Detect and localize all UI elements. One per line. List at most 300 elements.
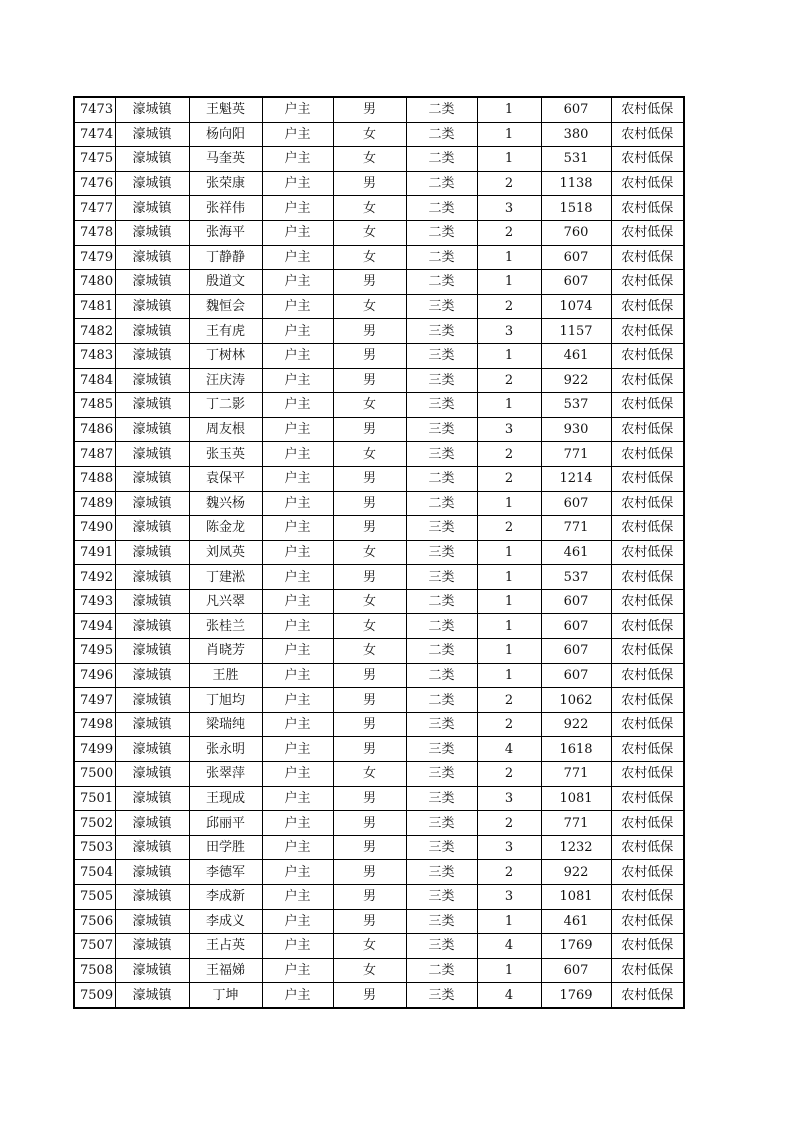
cell-name: 张翠萍 xyxy=(189,762,262,787)
cell-program: 农村低保 xyxy=(611,688,684,713)
cell-program: 农村低保 xyxy=(611,393,684,418)
cell-relation: 户主 xyxy=(262,245,333,270)
cell-household-size: 2 xyxy=(477,688,541,713)
cell-gender: 女 xyxy=(333,762,406,787)
cell-relation: 户主 xyxy=(262,220,333,245)
cell-relation: 户主 xyxy=(262,786,333,811)
cell-gender: 男 xyxy=(333,565,406,590)
cell-relation: 户主 xyxy=(262,97,333,122)
cell-amount: 922 xyxy=(541,712,611,737)
cell-program: 农村低保 xyxy=(611,860,684,885)
cell-gender: 男 xyxy=(333,270,406,295)
cell-gender: 女 xyxy=(333,442,406,467)
cell-gender: 男 xyxy=(333,417,406,442)
cell-gender: 男 xyxy=(333,97,406,122)
cell-category: 二类 xyxy=(406,639,477,664)
table-row xyxy=(74,368,684,393)
cell-row-number: 7480 xyxy=(74,270,115,295)
cell-gender: 男 xyxy=(333,712,406,737)
cell-relation: 户主 xyxy=(262,393,333,418)
cell-name: 丁静静 xyxy=(189,245,262,270)
cell-program: 农村低保 xyxy=(611,909,684,934)
cell-name: 张海平 xyxy=(189,220,262,245)
cell-row-number: 7504 xyxy=(74,860,115,885)
cell-relation: 户主 xyxy=(262,688,333,713)
cell-amount: 1062 xyxy=(541,688,611,713)
cell-township: 濠城镇 xyxy=(115,343,189,368)
cell-relation: 户主 xyxy=(262,885,333,910)
cell-name: 王福娣 xyxy=(189,958,262,983)
cell-name: 邱丽平 xyxy=(189,811,262,836)
cell-category: 二类 xyxy=(406,663,477,688)
cell-township: 濠城镇 xyxy=(115,196,189,221)
cell-row-number: 7475 xyxy=(74,147,115,172)
cell-relation: 户主 xyxy=(262,294,333,319)
cell-row-number: 7479 xyxy=(74,245,115,270)
cell-amount: 607 xyxy=(541,614,611,639)
cell-name: 丁坤 xyxy=(189,983,262,1008)
cell-gender: 男 xyxy=(333,786,406,811)
table-row xyxy=(74,245,684,270)
cell-amount: 380 xyxy=(541,122,611,147)
cell-township: 濠城镇 xyxy=(115,245,189,270)
cell-category: 二类 xyxy=(406,589,477,614)
table-row xyxy=(74,393,684,418)
cell-name: 梁瑞纯 xyxy=(189,712,262,737)
cell-relation: 户主 xyxy=(262,639,333,664)
cell-household-size: 1 xyxy=(477,393,541,418)
cell-amount: 922 xyxy=(541,860,611,885)
cell-name: 杨向阳 xyxy=(189,122,262,147)
cell-program: 农村低保 xyxy=(611,319,684,344)
cell-relation: 户主 xyxy=(262,319,333,344)
cell-township: 濠城镇 xyxy=(115,885,189,910)
cell-gender: 女 xyxy=(333,639,406,664)
cell-name: 马奎英 xyxy=(189,147,262,172)
cell-relation: 户主 xyxy=(262,196,333,221)
cell-gender: 女 xyxy=(333,958,406,983)
cell-program: 农村低保 xyxy=(611,958,684,983)
cell-relation: 户主 xyxy=(262,835,333,860)
cell-row-number: 7508 xyxy=(74,958,115,983)
cell-township: 濠城镇 xyxy=(115,393,189,418)
cell-household-size: 4 xyxy=(477,737,541,762)
table-row xyxy=(74,516,684,541)
cell-row-number: 7489 xyxy=(74,491,115,516)
cell-gender: 男 xyxy=(333,171,406,196)
cell-amount: 1074 xyxy=(541,294,611,319)
cell-name: 王魁英 xyxy=(189,97,262,122)
table-row xyxy=(74,688,684,713)
cell-name: 刘凤英 xyxy=(189,540,262,565)
table-row xyxy=(74,466,684,491)
cell-amount: 930 xyxy=(541,417,611,442)
cell-household-size: 3 xyxy=(477,319,541,344)
cell-township: 濠城镇 xyxy=(115,663,189,688)
cell-relation: 户主 xyxy=(262,958,333,983)
cell-amount: 607 xyxy=(541,589,611,614)
table-row xyxy=(74,639,684,664)
cell-category: 三类 xyxy=(406,343,477,368)
cell-township: 濠城镇 xyxy=(115,712,189,737)
cell-name: 李成义 xyxy=(189,909,262,934)
cell-category: 三类 xyxy=(406,516,477,541)
cell-category: 三类 xyxy=(406,294,477,319)
cell-household-size: 4 xyxy=(477,934,541,959)
cell-township: 濠城镇 xyxy=(115,319,189,344)
cell-relation: 户主 xyxy=(262,147,333,172)
table-row xyxy=(74,811,684,836)
cell-amount: 607 xyxy=(541,491,611,516)
cell-program: 农村低保 xyxy=(611,639,684,664)
cell-relation: 户主 xyxy=(262,270,333,295)
cell-row-number: 7477 xyxy=(74,196,115,221)
cell-name: 汪庆涛 xyxy=(189,368,262,393)
cell-household-size: 2 xyxy=(477,466,541,491)
cell-household-size: 2 xyxy=(477,860,541,885)
cell-township: 濠城镇 xyxy=(115,466,189,491)
table-row xyxy=(74,270,684,295)
cell-name: 周友根 xyxy=(189,417,262,442)
cell-relation: 户主 xyxy=(262,466,333,491)
table-row xyxy=(74,934,684,959)
cell-name: 张祥伟 xyxy=(189,196,262,221)
cell-gender: 男 xyxy=(333,466,406,491)
cell-amount: 607 xyxy=(541,270,611,295)
cell-household-size: 3 xyxy=(477,196,541,221)
cell-amount: 1618 xyxy=(541,737,611,762)
cell-category: 三类 xyxy=(406,712,477,737)
cell-amount: 607 xyxy=(541,663,611,688)
cell-household-size: 2 xyxy=(477,811,541,836)
table-row xyxy=(74,220,684,245)
cell-household-size: 1 xyxy=(477,147,541,172)
cell-program: 农村低保 xyxy=(611,491,684,516)
cell-township: 濠城镇 xyxy=(115,270,189,295)
cell-program: 农村低保 xyxy=(611,196,684,221)
cell-category: 二类 xyxy=(406,270,477,295)
cell-relation: 户主 xyxy=(262,811,333,836)
cell-gender: 女 xyxy=(333,540,406,565)
cell-row-number: 7506 xyxy=(74,909,115,934)
cell-township: 濠城镇 xyxy=(115,737,189,762)
cell-amount: 607 xyxy=(541,639,611,664)
cell-row-number: 7497 xyxy=(74,688,115,713)
table-row xyxy=(74,860,684,885)
cell-program: 农村低保 xyxy=(611,171,684,196)
cell-row-number: 7485 xyxy=(74,393,115,418)
cell-amount: 922 xyxy=(541,368,611,393)
cell-program: 农村低保 xyxy=(611,786,684,811)
table-row xyxy=(74,983,684,1008)
cell-household-size: 1 xyxy=(477,565,541,590)
cell-category: 三类 xyxy=(406,393,477,418)
cell-relation: 户主 xyxy=(262,491,333,516)
cell-category: 二类 xyxy=(406,491,477,516)
cell-gender: 女 xyxy=(333,122,406,147)
cell-amount: 760 xyxy=(541,220,611,245)
cell-row-number: 7486 xyxy=(74,417,115,442)
cell-gender: 男 xyxy=(333,319,406,344)
cell-program: 农村低保 xyxy=(611,811,684,836)
cell-household-size: 1 xyxy=(477,589,541,614)
cell-category: 二类 xyxy=(406,614,477,639)
cell-gender: 男 xyxy=(333,368,406,393)
cell-township: 濠城镇 xyxy=(115,491,189,516)
cell-household-size: 2 xyxy=(477,171,541,196)
cell-row-number: 7503 xyxy=(74,835,115,860)
cell-relation: 户主 xyxy=(262,737,333,762)
cell-household-size: 2 xyxy=(477,368,541,393)
cell-household-size: 3 xyxy=(477,417,541,442)
cell-row-number: 7499 xyxy=(74,737,115,762)
cell-amount: 771 xyxy=(541,762,611,787)
cell-household-size: 4 xyxy=(477,983,541,1008)
cell-relation: 户主 xyxy=(262,171,333,196)
cell-household-size: 2 xyxy=(477,762,541,787)
cell-program: 农村低保 xyxy=(611,762,684,787)
cell-name: 李德军 xyxy=(189,860,262,885)
cell-household-size: 2 xyxy=(477,220,541,245)
cell-relation: 户主 xyxy=(262,663,333,688)
cell-row-number: 7498 xyxy=(74,712,115,737)
cell-relation: 户主 xyxy=(262,762,333,787)
table-row xyxy=(74,319,684,344)
cell-township: 濠城镇 xyxy=(115,835,189,860)
cell-row-number: 7505 xyxy=(74,885,115,910)
cell-household-size: 3 xyxy=(477,835,541,860)
cell-name: 魏兴杨 xyxy=(189,491,262,516)
cell-program: 农村低保 xyxy=(611,540,684,565)
cell-household-size: 1 xyxy=(477,540,541,565)
cell-relation: 户主 xyxy=(262,614,333,639)
cell-category: 二类 xyxy=(406,171,477,196)
cell-household-size: 1 xyxy=(477,97,541,122)
cell-row-number: 7502 xyxy=(74,811,115,836)
table-row xyxy=(74,147,684,172)
roster-body xyxy=(74,97,684,1008)
cell-amount: 607 xyxy=(541,958,611,983)
table-row xyxy=(74,786,684,811)
cell-amount: 1081 xyxy=(541,786,611,811)
cell-household-size: 1 xyxy=(477,614,541,639)
cell-name: 李成新 xyxy=(189,885,262,910)
cell-category: 二类 xyxy=(406,97,477,122)
cell-program: 农村低保 xyxy=(611,565,684,590)
cell-gender: 男 xyxy=(333,909,406,934)
table-row xyxy=(74,294,684,319)
cell-household-size: 2 xyxy=(477,516,541,541)
cell-gender: 女 xyxy=(333,147,406,172)
cell-amount: 531 xyxy=(541,147,611,172)
cell-household-size: 1 xyxy=(477,245,541,270)
cell-amount: 537 xyxy=(541,393,611,418)
cell-township: 濠城镇 xyxy=(115,171,189,196)
cell-relation: 户主 xyxy=(262,983,333,1008)
table-row xyxy=(74,171,684,196)
cell-category: 三类 xyxy=(406,417,477,442)
cell-row-number: 7491 xyxy=(74,540,115,565)
cell-name: 王胜 xyxy=(189,663,262,688)
cell-row-number: 7509 xyxy=(74,983,115,1008)
cell-program: 农村低保 xyxy=(611,294,684,319)
cell-gender: 女 xyxy=(333,589,406,614)
cell-amount: 461 xyxy=(541,909,611,934)
cell-name: 丁建淞 xyxy=(189,565,262,590)
cell-relation: 户主 xyxy=(262,589,333,614)
cell-township: 濠城镇 xyxy=(115,786,189,811)
cell-household-size: 1 xyxy=(477,958,541,983)
cell-program: 农村低保 xyxy=(611,614,684,639)
cell-name: 张玉英 xyxy=(189,442,262,467)
cell-township: 濠城镇 xyxy=(115,958,189,983)
cell-household-size: 3 xyxy=(477,786,541,811)
cell-household-size: 3 xyxy=(477,885,541,910)
cell-program: 农村低保 xyxy=(611,220,684,245)
cell-relation: 户主 xyxy=(262,122,333,147)
table-row xyxy=(74,712,684,737)
cell-row-number: 7474 xyxy=(74,122,115,147)
table-row xyxy=(74,417,684,442)
table-row xyxy=(74,835,684,860)
cell-row-number: 7476 xyxy=(74,171,115,196)
table-row xyxy=(74,958,684,983)
cell-gender: 女 xyxy=(333,196,406,221)
cell-township: 濠城镇 xyxy=(115,639,189,664)
cell-gender: 男 xyxy=(333,885,406,910)
cell-township: 濠城镇 xyxy=(115,97,189,122)
cell-row-number: 7481 xyxy=(74,294,115,319)
table-row xyxy=(74,885,684,910)
cell-row-number: 7500 xyxy=(74,762,115,787)
cell-gender: 男 xyxy=(333,983,406,1008)
cell-name: 张荣康 xyxy=(189,171,262,196)
cell-program: 农村低保 xyxy=(611,934,684,959)
table-row xyxy=(74,737,684,762)
cell-gender: 女 xyxy=(333,393,406,418)
cell-household-size: 1 xyxy=(477,491,541,516)
cell-relation: 户主 xyxy=(262,712,333,737)
cell-row-number: 7488 xyxy=(74,466,115,491)
cell-category: 二类 xyxy=(406,958,477,983)
cell-program: 农村低保 xyxy=(611,712,684,737)
cell-category: 二类 xyxy=(406,122,477,147)
cell-amount: 1518 xyxy=(541,196,611,221)
cell-township: 濠城镇 xyxy=(115,614,189,639)
cell-gender: 男 xyxy=(333,737,406,762)
cell-category: 三类 xyxy=(406,909,477,934)
cell-program: 农村低保 xyxy=(611,417,684,442)
cell-row-number: 7492 xyxy=(74,565,115,590)
table-row xyxy=(74,663,684,688)
cell-amount: 537 xyxy=(541,565,611,590)
cell-category: 三类 xyxy=(406,319,477,344)
cell-amount: 1769 xyxy=(541,934,611,959)
cell-category: 三类 xyxy=(406,811,477,836)
cell-township: 濠城镇 xyxy=(115,147,189,172)
cell-name: 张永明 xyxy=(189,737,262,762)
cell-gender: 男 xyxy=(333,491,406,516)
cell-household-size: 2 xyxy=(477,712,541,737)
table-row xyxy=(74,614,684,639)
cell-name: 丁旭均 xyxy=(189,688,262,713)
cell-name: 王有虎 xyxy=(189,319,262,344)
table-row xyxy=(74,762,684,787)
cell-gender: 女 xyxy=(333,294,406,319)
cell-township: 濠城镇 xyxy=(115,122,189,147)
cell-gender: 女 xyxy=(333,934,406,959)
cell-program: 农村低保 xyxy=(611,368,684,393)
cell-gender: 男 xyxy=(333,516,406,541)
cell-category: 三类 xyxy=(406,934,477,959)
cell-category: 三类 xyxy=(406,860,477,885)
cell-program: 农村低保 xyxy=(611,122,684,147)
cell-category: 三类 xyxy=(406,786,477,811)
cell-amount: 771 xyxy=(541,516,611,541)
cell-program: 农村低保 xyxy=(611,516,684,541)
cell-household-size: 2 xyxy=(477,294,541,319)
cell-program: 农村低保 xyxy=(611,885,684,910)
cell-program: 农村低保 xyxy=(611,835,684,860)
cell-name: 丁树林 xyxy=(189,343,262,368)
cell-relation: 户主 xyxy=(262,343,333,368)
table-row xyxy=(74,565,684,590)
cell-relation: 户主 xyxy=(262,442,333,467)
cell-category: 三类 xyxy=(406,737,477,762)
cell-household-size: 1 xyxy=(477,122,541,147)
cell-amount: 1138 xyxy=(541,171,611,196)
cell-row-number: 7487 xyxy=(74,442,115,467)
cell-name: 陈金龙 xyxy=(189,516,262,541)
cell-township: 濠城镇 xyxy=(115,811,189,836)
table-row xyxy=(74,343,684,368)
cell-gender: 男 xyxy=(333,343,406,368)
cell-gender: 男 xyxy=(333,835,406,860)
cell-name: 魏恒会 xyxy=(189,294,262,319)
cell-township: 濠城镇 xyxy=(115,540,189,565)
cell-township: 濠城镇 xyxy=(115,860,189,885)
cell-relation: 户主 xyxy=(262,565,333,590)
cell-program: 农村低保 xyxy=(611,737,684,762)
cell-township: 濠城镇 xyxy=(115,934,189,959)
cell-row-number: 7473 xyxy=(74,97,115,122)
cell-household-size: 1 xyxy=(477,343,541,368)
cell-category: 三类 xyxy=(406,368,477,393)
cell-name: 殷道文 xyxy=(189,270,262,295)
cell-gender: 女 xyxy=(333,220,406,245)
cell-amount: 1769 xyxy=(541,983,611,1008)
cell-row-number: 7495 xyxy=(74,639,115,664)
cell-township: 濠城镇 xyxy=(115,983,189,1008)
cell-township: 濠城镇 xyxy=(115,442,189,467)
cell-relation: 户主 xyxy=(262,417,333,442)
cell-program: 农村低保 xyxy=(611,270,684,295)
cell-township: 濠城镇 xyxy=(115,294,189,319)
cell-row-number: 7483 xyxy=(74,343,115,368)
cell-township: 濠城镇 xyxy=(115,417,189,442)
cell-gender: 男 xyxy=(333,663,406,688)
cell-row-number: 7496 xyxy=(74,663,115,688)
cell-category: 二类 xyxy=(406,196,477,221)
cell-amount: 771 xyxy=(541,442,611,467)
cell-amount: 1232 xyxy=(541,835,611,860)
cell-amount: 1214 xyxy=(541,466,611,491)
cell-row-number: 7484 xyxy=(74,368,115,393)
cell-category: 三类 xyxy=(406,983,477,1008)
cell-amount: 461 xyxy=(541,343,611,368)
cell-category: 三类 xyxy=(406,540,477,565)
table-row xyxy=(74,196,684,221)
